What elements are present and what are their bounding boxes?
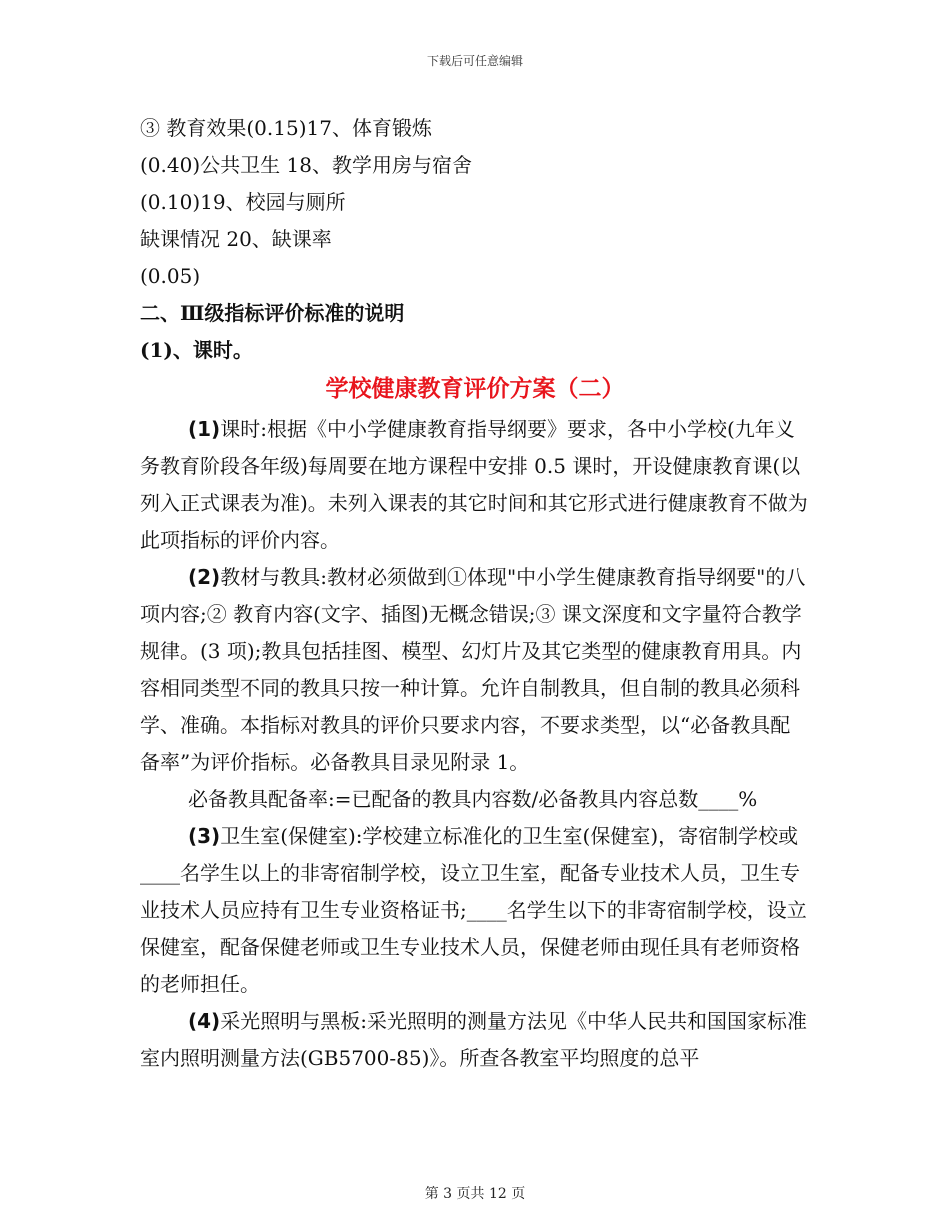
index-line-4: 缺课情况 20、缺课率	[140, 227, 332, 251]
paragraph-1	[140, 411, 810, 559]
paragraph-text: 采光照明与黑板:采光照明的测量方法见《中华人民共和国国家标准室内照明测量方法(GB5700-85)》。所查各教室平均照度的总平	[140, 1009, 807, 1070]
paragraph-text: 必备教具配备率:=已配备的教具内容数/必备教具内容总数____%	[188, 787, 758, 811]
paragraph-4	[140, 1003, 810, 1077]
paragraph-3	[140, 818, 810, 1003]
paragraph-number: (1)	[188, 417, 221, 441]
paragraph-text: 课时:根据《中小学健康教育指导纲要》要求，各中小学校(九年义务教育阶段各年级)每周要在地方课程中安排 0.5 课时，开设健康教育课(以列入正式课表为准)。未列入课表的其它时间和其它形式进行健康教育不做为此项指标的评价内容。	[140, 417, 808, 552]
paragraph-text: 卫生室(保健室):学校建立标准化的卫生室(保健室)，寄宿制学校或____名学生以上的非寄宿制学校，设立卫生室，配备专业技术人员，卫生专业技术人员应持有卫生专业资格证书;____名学生以下的非寄宿制学校，设立保健室，配备保健老师或卫生专业技术人员，保健老师由现任具有老师资格的老师担任。	[140, 824, 807, 996]
document-body	[140, 110, 810, 1077]
paragraph-number: (3)	[188, 824, 221, 848]
section-heading: 二、Ⅲ级指标评价标准的说明	[140, 301, 405, 325]
index-line-5: (0.05)	[140, 264, 201, 288]
paragraph-formula	[140, 781, 810, 818]
item-line: (1)、课时。	[140, 338, 253, 362]
page-header: 下载后可任意编辑	[426, 54, 523, 68]
paragraph-number: (2)	[188, 565, 221, 589]
index-line-2: (0.40)公共卫生 18、教学用房与宿舍	[140, 153, 472, 177]
page-footer: 第 3 页共 12 页	[424, 1186, 526, 1202]
paragraph-text: 教材与教具:教材必须做到①体现"中小学生健康教育指导纲要"的八项内容;② 教育内容(文字、插图)无概念错误;③ 课文深度和文字量符合教学规律。(3 项);教具包括挂图、模型、幻灯片及其它类型的健康教育用具。内容相同类型不同的教具只按一种计算。允许自制教具，但自制的教具必须科学、准确。本指标对教具的评价只要求内容，不要求类型，以“必备教具配备率”为评价指标。必备教具目录见附录 1。	[140, 565, 806, 774]
index-line-1: ③ 教育效果(0.15)17、体育锻炼	[140, 116, 432, 140]
paragraph-2	[140, 559, 810, 781]
document-title: 学校健康教育评价方案（二）	[325, 375, 625, 402]
paragraph-number: (4)	[188, 1009, 221, 1033]
index-line-3: (0.10)19、校园与厕所	[140, 190, 346, 214]
